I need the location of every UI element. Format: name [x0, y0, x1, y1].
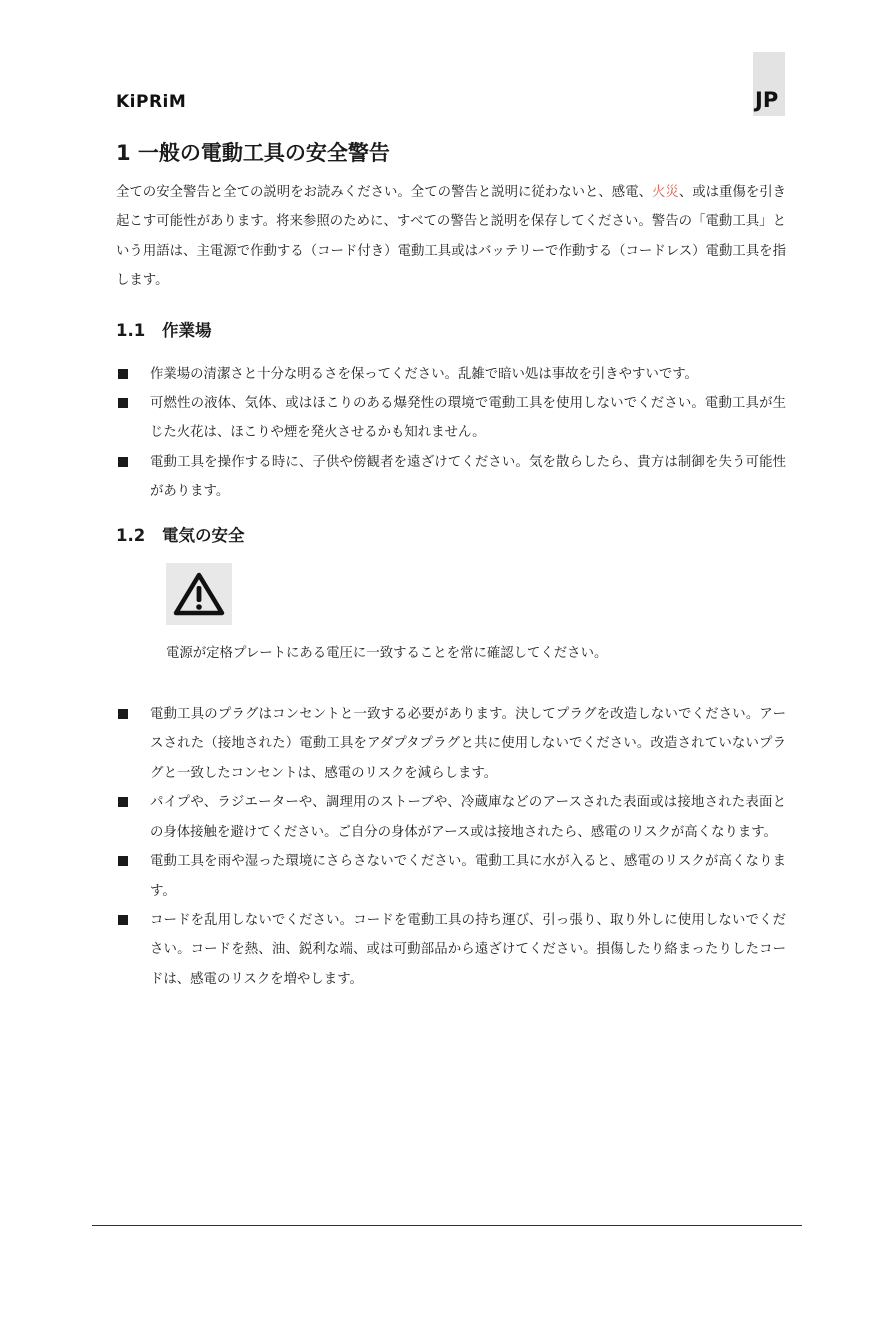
page-content [116, 138, 786, 994]
list-item: 電動工具を操作する時に、子供や傍観者を遠ざけてください。気を散らしたら、貴方は制御を失う可能性があります。 [116, 448, 786, 507]
square-bullet-icon [118, 797, 128, 807]
list-item: 電動工具のプラグはコンセントと一致する必要があります。決してプラグを改造しないでください。アースされた（接地された）電動工具をアダプタプラグと共に使用しないでください。改造されていないプラグと一致したコンセントは、感電のリスクを減らします。 [116, 700, 786, 788]
intro-text-end: 、或は重傷を引き起こす可能性があります。将来参照のために、すべての警告と説明を保存してください。警告の「電動工具」という用語は、主電源で作動する（コード付き）電動工具或はバッテリーで作動する（コードレス）電動工具を指します。 [116, 185, 787, 289]
warning-caption: 電源が定格プレートにある電圧に一致することを常に確認してください。 [166, 645, 608, 661]
square-bullet-icon [118, 856, 128, 866]
intro-text-start: 全ての安全警告と全ての説明をお読みください。全ての警告と説明に従わないと、感電、 [116, 185, 653, 200]
list-item: コードを乱用しないでください。コードを電動工具の持ち運び、引っ張り、取り外しに使用しないでください。コードを熱、油、鋭利な端、或は可動部品から遠ざけてください。損傷したり絡まったりしたコードは、感電のリスクを増やします。 [116, 906, 786, 994]
square-bullet-icon [118, 709, 128, 719]
list-item: 電動工具を雨や湿った環境にさらさないでください。電動工具に水が入ると、感電のリスクが高くなります。 [116, 847, 786, 906]
workplace-list [116, 360, 786, 507]
list-item: 作業場の清潔さと十分な明るさを保ってください。乱雑で暗い処は事故を引きやすいです。 [116, 360, 786, 389]
section-number: 1.1 [116, 320, 146, 340]
language-tab [753, 52, 785, 116]
section-number: 1.2 [116, 525, 146, 545]
footer-divider [92, 1225, 802, 1226]
square-bullet-icon [118, 457, 128, 467]
square-bullet-icon [118, 915, 128, 925]
section-1-1-heading [116, 316, 786, 346]
section-1-title: 1 一般の電動工具の安全警告 [116, 141, 390, 165]
list-item: 可燃性の液体、気体、或はほこりのある爆発性の環境で電動工具を使用しないでください。電動工具が生じた火花は、ほこりや煙を発火させるかも知れません。 [116, 389, 786, 448]
square-bullet-icon [118, 369, 128, 379]
section-1-2-heading [116, 521, 786, 551]
square-bullet-icon [118, 398, 128, 408]
section-title: 作業場 [162, 320, 212, 340]
section-1-intro [116, 178, 786, 296]
warning-triangle-icon [166, 563, 232, 625]
intro-highlight: 火災 [652, 185, 679, 200]
brand-logo: KiPRiM [116, 92, 187, 112]
section-title: 電気の安全 [162, 525, 245, 545]
list-item: パイプや、ラジエーターや、調理用のストーブや、冷蔵庫などのアースされた表面或は接地された表面との身体接触を避けてください。ご自分の身体がアース或は接地されたら、感電のリスクが高くなります。 [116, 788, 786, 847]
language-label: JP [755, 88, 779, 112]
electrical-safety-list [116, 700, 786, 994]
